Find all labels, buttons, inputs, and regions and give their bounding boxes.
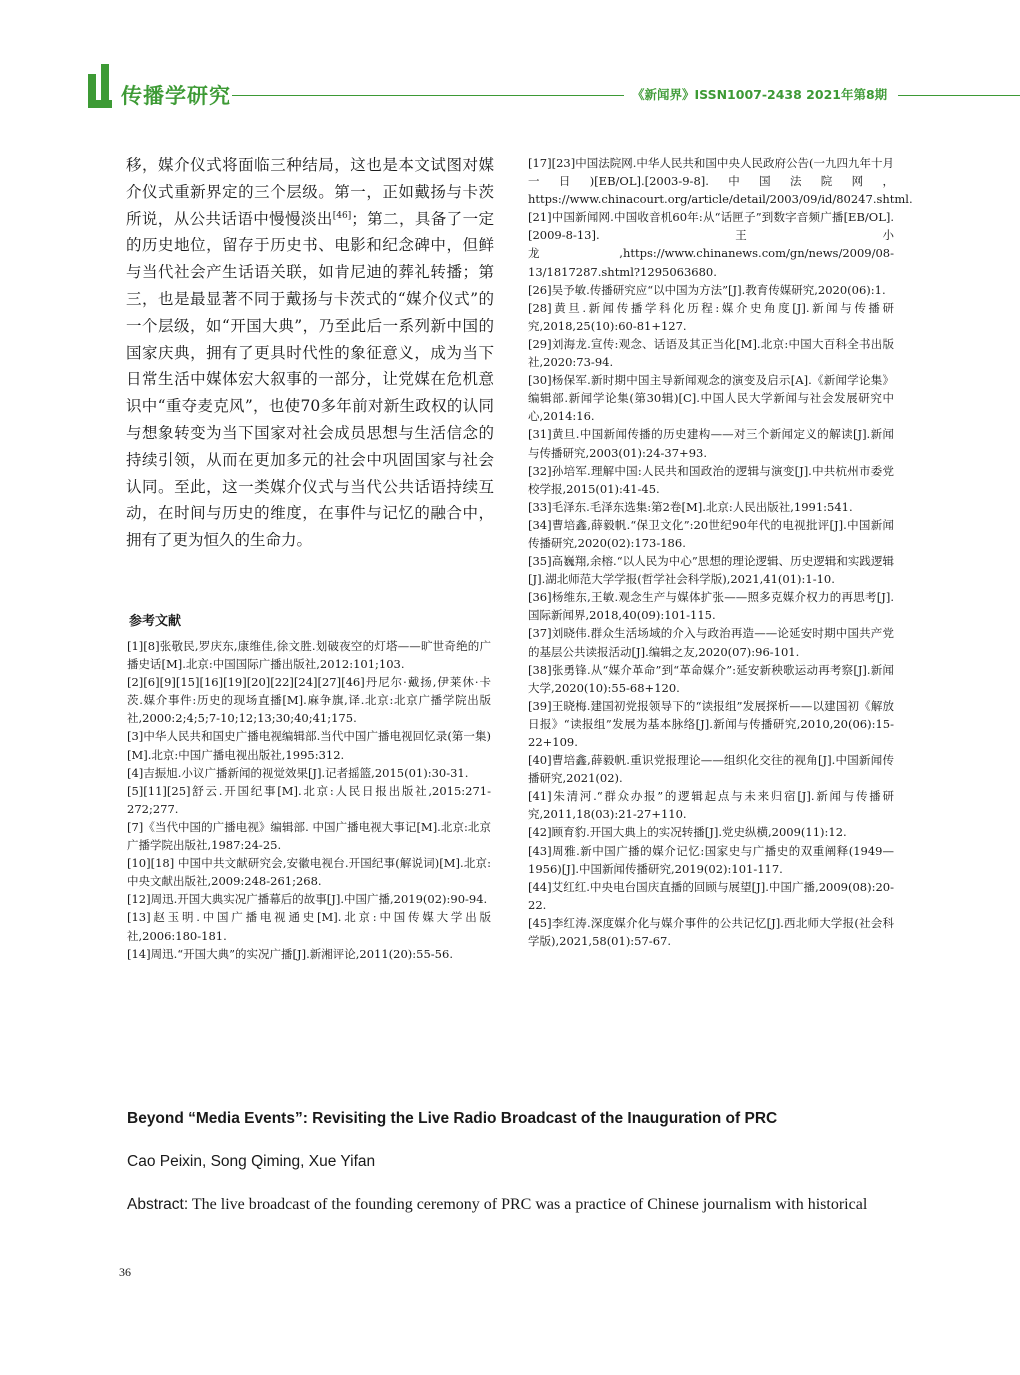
reference-item: [44]艾红红.中央电台国庆直播的回顾与展望[J].中国广播,2009(08):20-22. [528, 879, 894, 912]
abstract-label: Abstract: [127, 1196, 189, 1213]
reference-item: [4]吉振旭.小议广播新闻的视觉效果[J].记者摇篮,2015(01):30-31. [127, 765, 469, 780]
header-rule-left [232, 95, 624, 96]
reference-item: [1][8]张敬民,罗庆东,康维佳,徐文胜.划破夜空的灯塔——旷世奇绝的广播史话[M].北京:中国国际广播出版社,2012:101;103. [127, 639, 491, 672]
reference-item: [26]吴予敏.传播研究应“以中国为方法”[J].教育传媒研究,2020(06):1. [528, 282, 886, 297]
reference-item: [40]曹培鑫,薛毅帆.重识党报理论——组织化交往的视角[J].中国新闻传播研究,2021(02). [528, 753, 894, 786]
reference-item: [5][11][25]舒云.开国纪事[M].北京:人民日报出版社,2015:271-272;277. [127, 783, 491, 816]
english-authors: Cao Peixin, Song Qiming, Xue Yifan [127, 1153, 376, 1170]
reference-item: [32]孙培军.理解中国:人民共和国政治的逻辑与演变[J].中共杭州市委党校学报,2015(01):41-45. [528, 463, 894, 496]
references-list-right [528, 154, 913, 950]
page-number: 36 [119, 1265, 131, 1279]
reference-item: [31]黄旦.中国新闻传播的历史建构——对三个新闻定义的解读[J].新闻与传播研究,2003(01):24-37+93. [528, 427, 894, 460]
reference-item: [28]黄旦.新闻传播学科化历程:媒介史角度[J].新闻与传播研究,2018,25(10):60-81+127. [528, 300, 894, 333]
header-rule-right [898, 95, 1020, 96]
body-text-part-1: 移，媒介仪式将面临三种结局，这也是本文试图对媒介仪式重新界定的三个层级。第一，正如戴扬与卡茨所说，从公共话语中慢慢淡出 [126, 156, 494, 228]
reference-item: [34]曹培鑫,薛毅帆.“保卫文化”:20世纪90年代的电视批评[J].中国新闻传播研究,2020(02):173-186. [528, 517, 894, 550]
reference-item: [2][6][9][15][16][19][20][22][24][27][46]丹尼尔·戴扬,伊莱休·卡茨.媒介事件:历史的现场直播[M].麻争旗,译.北京:北京广播学院出版社,2000:2;4;5;7-10;12;13;30;40;41;175. [127, 675, 491, 726]
reference-item: [14]周迅.“开国大典”的实况广播[J].新湘评论,2011(20):55-56. [127, 946, 453, 961]
reference-item: [12]周迅.开国大典实况广播幕后的故事[J].中国广播,2019(02):90-94. [127, 892, 488, 907]
abstract-text: The live broadcast of the founding ceremony of PRC was a practice of Chinese journalism with historical [188, 1196, 868, 1213]
body-text-column [126, 152, 494, 554]
reference-item: [29]刘海龙.宣传:观念、话语及其正当化[M].北京:中国大百科全书出版社,2020:73-94. [528, 336, 894, 370]
reference-item: [36]杨维东,王敏.观念生产与媒体扩张——照多克媒介权力的再思考[J].国际新闻界,2018,40(09):101-115. [528, 590, 894, 623]
references-list-left [127, 637, 491, 963]
reference-item: [33]毛泽东.毛泽东选集:第2卷[M].北京:人民出版社,1991:541. [528, 499, 853, 514]
reference-item: [13]赵玉明.中国广播电视通史[M].北京:中国传媒大学出版社,2006:180-181. [127, 910, 491, 943]
reference-item: [43]周雅.新中国广播的媒介记忆:国家史与广播史的双重阐释(1949—1956)[J].中国新闻传播研究,2019(02):101-117. [528, 843, 894, 876]
reference-item: [30]杨保军.新时期中国主导新闻观念的演变及启示[A].《新闻学论集》编辑部.新闻学论集(第30辑)[C].中国人民大学新闻与社会发展研究中心,2014:16. [528, 373, 894, 424]
english-title: Beyond “Media Events”: Revisiting the Live Radio Broadcast of the Inauguration of PRC [127, 1110, 778, 1127]
reference-item: [7]《当代中国的广播电视》编辑部. 中国广播电视大事记[M].北京:北京广播学院出版社,1987:24-25. [127, 819, 491, 853]
body-text-part-2: ；第二，具备了一定的历史地位，留存于历史书、电影和纪念碑中，但鲜与当代社会产生话语关联，如肯尼迪的葬礼转播；第三，也是最显著不同于戴扬与卡茨式的“媒介仪式”的一个层级，如“开国大典”，乃至此后一系列新中国的国家庆典，拥有了更具时代性的象征意义，成为当下日常生活中媒体宏大叙事的一部分，让党媒在危机意识中“重夺麦克风”，也使70多年前对新生政权的认同与想象转变为当下国家对社会成员思想与生活信念的持续引领，从而在更加多元的社会中巩固国家与社会认同。至此，这一类媒介仪式与当代公共话语持续互动，在时间与历史的维度，在事件与记忆的融合中，拥有了更为恒久的生命力。 [126, 209, 494, 550]
reference-item: [38]张勇锋.从“媒介革命”到“革命媒介”:延安新秧歌运动再考察[J].新闻大学,2020(10):55-68+120. [528, 662, 894, 695]
page-header [0, 0, 1020, 130]
reference-item: [35]高巍翔,余榕.“以人民为中心”思想的理论逻辑、历史逻辑和实践逻辑[J].湖北师范大学学报(哲学社会科学版),2021,41(01):1-10. [528, 554, 894, 587]
reference-item: [41]朱清河.“群众办报”的逻辑起点与未来归宿[J].新闻与传播研究,2011,18(03):21-27+110. [528, 789, 894, 822]
bar-chart-logo-icon [88, 64, 114, 108]
references-title: 参考文献 [129, 614, 182, 629]
reference-item: [45]李红涛.深度媒介化与媒介事件的公共记忆[J].西北师大学报(社会科学版),2021,58(01):57-67. [528, 915, 894, 949]
reference-item: [21]中国新闻网.中国收音机60年:从“话匣子”到数字音频广播[EB/OL].[2009-8-13].王小龙,https://www.chinanews.com/gn/news/2009/08-13/1817287.shtml?1295063680. [528, 210, 894, 279]
section-brand: 传播学研究 [121, 84, 231, 108]
reference-item: [17][23]中国法院网.中华人民共和国中央人民政府公告(一九四九年十月一日)[EB/OL].[2003-9-8].中国法院网，https://www.chinacourt.org/article/detail/2003/09/id/80247.shtml. [528, 156, 913, 207]
reference-item: [39]王晓梅.建国初党报领导下的“读报组”发展探析——以建国初《解放日报》“读报组”发展为基本脉络[J].新闻与传播研究,2010,20(06):15-22+109. [528, 698, 894, 749]
reference-item: [3]中华人民共和国史广播电视编辑部.当代中国广播电视回忆录(第一集)[M].北京:中国广播电视出版社,1995:312. [127, 729, 491, 762]
reference-item: [10][18] 中国中共文献研究会,安徽电视台.开国纪事(解说词)[M].北京:中央文献出版社,2009:248-261;268. [127, 856, 491, 889]
reference-item: [37]刘晓伟.群众生活场域的介入与政治再造——论延安时期中国共产党的基层公共读报活动[J].编辑之友,2020(07):96-101. [528, 626, 894, 659]
citation-superscript: [46] [332, 210, 352, 221]
journal-info: 《新闻界》ISSN1007-2438 2021年第8期 [632, 87, 888, 102]
body-paragraph [126, 152, 494, 554]
english-abstract [127, 1196, 897, 1214]
reference-item: [42]顾育豹.开国大典上的实况转播[J].党史纵横,2009(11):12. [528, 825, 847, 840]
